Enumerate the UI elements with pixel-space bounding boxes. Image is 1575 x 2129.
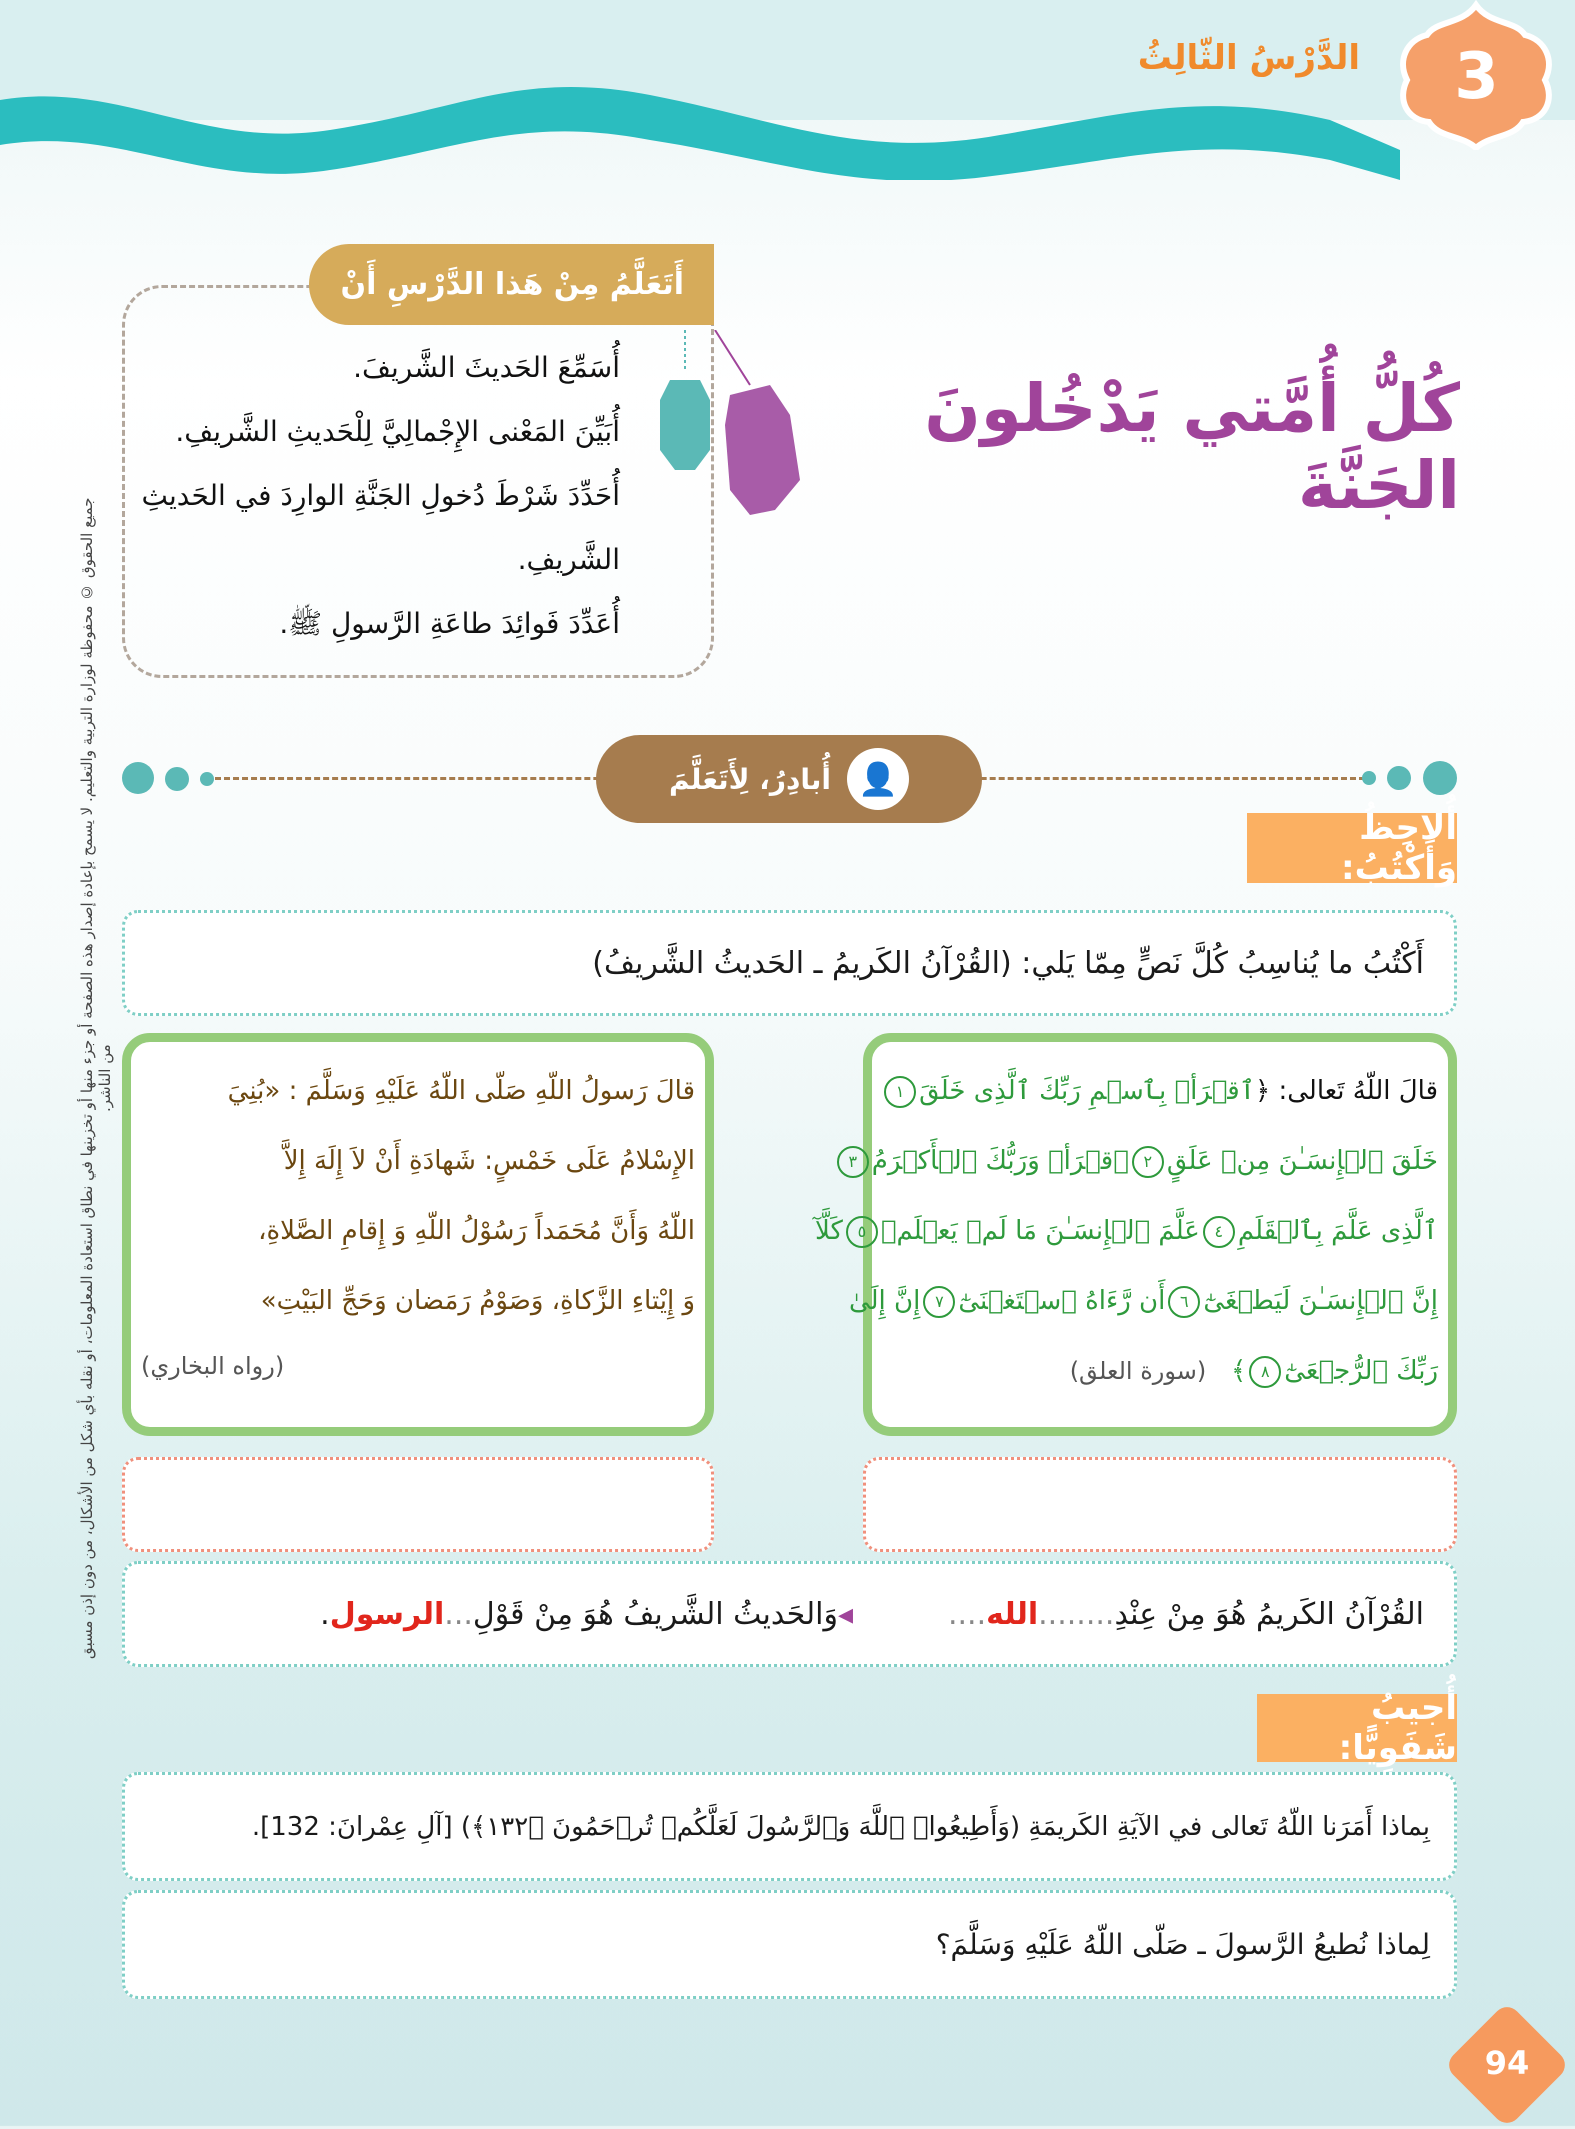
objectives-heading: أَتَعَلَّمُ مِنْ هَذا الدَّرْسِ أَنْ bbox=[309, 244, 714, 325]
hadith-box bbox=[122, 1033, 714, 1436]
ayah: عَلَّمَ ٱلۡإِنسَـٰنَ مَا لَمۡ يَعۡلَمۡ bbox=[880, 1216, 1200, 1246]
fill-text: وَالحَديثُ الشَّريفُ هُوَ مِنْ قَوْلِ bbox=[472, 1596, 838, 1632]
ayah: كَلَّآ bbox=[814, 1216, 843, 1246]
ayah-number: ٥ bbox=[846, 1216, 878, 1248]
ayah: أَن رَّءَاهُ ٱسۡتَغۡنَىٰٓ bbox=[958, 1286, 1166, 1316]
hadith-line: وَ إِيْتاءِ الزَّكاةِ، وَصَوْمُ رَمَضان وَحَجِّ البَيْتِ» bbox=[260, 1286, 695, 1316]
ayah: إِنَّ ٱلۡإِنسَـٰنَ لَيَطۡغَىٰٓ bbox=[1203, 1286, 1438, 1316]
answer-field-quran[interactable] bbox=[863, 1457, 1457, 1552]
ayah-number: ٣ bbox=[837, 1146, 869, 1178]
ayah: ٱقۡرَأۡ وَرَبُّكَ ٱلۡأَكۡرَمُ bbox=[871, 1146, 1129, 1176]
fill-in-box: القُرْآنُ الكَريمُ هُوَ مِنْ عِنْدِ ........ الله .... ◂ وَالحَديثُ الشَّريفُ هُوَ مِنْ قَوْلِ ... الرسول . bbox=[122, 1561, 1457, 1667]
fill-answer[interactable]: الله bbox=[986, 1596, 1039, 1632]
quran-intro: قالَ اللّهُ تَعالى: ﴿ bbox=[1254, 1076, 1438, 1106]
ayah-number: ١ bbox=[884, 1076, 916, 1108]
ayah: ٱقۡرَأۡ بِٱسۡمِ رَبِّكَ ٱلَّذِى خَلَقَ bbox=[919, 1076, 1255, 1106]
observe-label: أُلاحِظُ وَأَكْتُبُ: bbox=[1247, 813, 1457, 883]
hadith-line: قالَ رَسولُ اللّهِ صَلّى اللّهُ عَلَيْهِ وَسَلَّمَ : «بُنِيَ bbox=[227, 1076, 695, 1106]
decor-dot bbox=[165, 767, 189, 791]
banner-label: أُبادِرُ، لِأَتَعَلَّمَ bbox=[668, 762, 832, 796]
lanterns-icon bbox=[655, 330, 815, 530]
ayah-number: ٤ bbox=[1203, 1216, 1235, 1248]
arrow-icon: ◂ bbox=[837, 1596, 854, 1632]
ayah-number: ٧ bbox=[923, 1286, 955, 1318]
ayah: خَلَقَ ٱلۡإِنسَـٰنَ مِنۡ عَلَقٍ bbox=[1166, 1146, 1438, 1176]
decor-dot bbox=[1362, 771, 1376, 785]
ayah-number: ٨ bbox=[1249, 1356, 1281, 1388]
lesson-number: 3 bbox=[1454, 40, 1499, 114]
header-wave bbox=[0, 0, 1575, 180]
instruction-box bbox=[122, 910, 1457, 1016]
fill-text: القُرْآنُ الكَريمُ هُوَ مِنْ عِنْدِ bbox=[1114, 1596, 1424, 1632]
decor-dot bbox=[1387, 766, 1411, 790]
ayah: رَبِّكَ ٱلرُّجۡعَىٰٓ bbox=[1284, 1356, 1438, 1386]
decor-dot bbox=[1423, 761, 1457, 795]
ayah: إِنَّ إِلَىٰ bbox=[848, 1286, 921, 1316]
copyright-notice: جميع الحقوق © محفوظة لوزارة التربية والتعليم. لا يسمح بإعادة إصدار هذه الصفحة أو جزء منها أو تخزينها في نطاق استعادة المعلومات، أو نقله بأي شكل من الأشكال، من دون إذن مسبق من الناشر. bbox=[78, 497, 114, 1659]
hadith-line: اللّهُ وَأَنَّ مُحَمَداً رَسُوْلُ اللّهِ وَ إِقامِ الصَّلاةِ، bbox=[258, 1216, 695, 1246]
question-box bbox=[122, 1772, 1457, 1881]
quran-box bbox=[814, 1033, 1457, 1436]
oral-label: أُجيبُ شَفَوِيًّا: bbox=[1257, 1694, 1457, 1762]
hadith-source: (رواه البخاري) bbox=[141, 1352, 285, 1380]
question-text: بِماذا أَمَرَنا اللّهُ تَعالى في الآيَةِ الكَريمَةِ (وَأَطِيعُوا۟ ٱللَّهَ وَٱلرَّسُولَ لَعَلَّكُمۡ تُرۡحَمُونَ ﴿١٣٢﴾) [آلِ عِمْرانَ: 132]. bbox=[251, 1811, 1430, 1842]
question-box bbox=[122, 1890, 1457, 1999]
lesson-label: الدَّرْسُ الثّالِثُ bbox=[1137, 38, 1360, 78]
objective-item: أُسَمِّعَ الحَديثَ الشَّريفَ. bbox=[353, 351, 620, 384]
ayah-number: ٢ bbox=[1132, 1146, 1164, 1178]
decor-dot bbox=[200, 772, 214, 786]
objective-item: أُعَدِّدَ فَوائِدَ طاعَةِ الرَّسولِ ﷺ. bbox=[279, 607, 620, 640]
objective-item: أُحَدِّدَ شَرْطَ دُخولِ الجَنَّةِ الوارِدَ في الحَديثِ الشَّريفِ. bbox=[141, 479, 620, 576]
question-text: لِماذا نُطيعُ الرَّسولَ ـ صَلّى اللّهُ عَلَيْهِ وَسَلَّمَ؟ bbox=[935, 1928, 1430, 1961]
quran-source: (سورة العلق) bbox=[1069, 1357, 1207, 1385]
ayah: ٱلَّذِى عَلَّمَ بِٱلۡقَلَمِ bbox=[1237, 1216, 1438, 1246]
page-number: 94 bbox=[1484, 2044, 1530, 2082]
objective-item: أُبَيِّنَ المَعْنى الإِجْمالِيَّ لِلْحَديثِ الشَّريفِ. bbox=[175, 415, 620, 448]
answer-field-hadith[interactable] bbox=[122, 1457, 714, 1552]
quran-close: ﴾ bbox=[1231, 1356, 1247, 1386]
section-banner bbox=[596, 735, 982, 823]
fill-answer[interactable]: الرسول bbox=[329, 1596, 445, 1632]
decor-dot bbox=[122, 762, 154, 794]
page-title: كُلُّ أُمَّتي يَدْخُلونَ الجَنَّةَ bbox=[924, 370, 1460, 524]
instruction-text: أَكْتُبُ ما يُناسِبُ كُلَّ نَصٍّ مِمّا يَلي: (القُرْآنُ الكَريمُ ـ الحَديثُ الشَّريفُ) bbox=[592, 945, 1424, 981]
objectives-list bbox=[140, 336, 620, 656]
ayah-number: ٦ bbox=[1168, 1286, 1200, 1318]
hadith-line: الإِسْلامُ عَلَى خَمْسٍ: شَهادَةِ أَنْ لاَ إِلَهَ إِلاَّ bbox=[283, 1146, 695, 1176]
learner-icon: 👤 bbox=[847, 748, 909, 810]
